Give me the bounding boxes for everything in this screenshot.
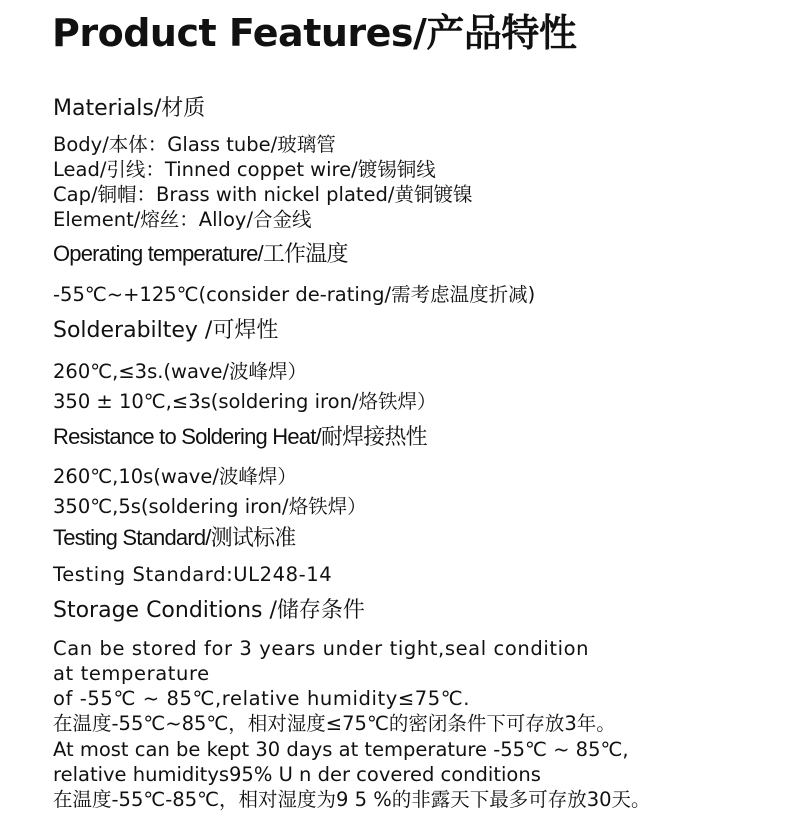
- storage-line-6: relative humiditys95% U n der covered conditions: [53, 763, 541, 786]
- storage-line-5: At most can be kept 30 days at temperature -55℃ ~ 85℃,: [53, 738, 629, 761]
- resistance-iron-line: 350℃,5s(soldering iron/烙铁焊）: [53, 495, 367, 518]
- storage-conditions-heading: Storage Conditions /储存条件: [53, 598, 365, 623]
- storage-line-3: of -55℃ ~ 85℃,relative humidity≤75℃.: [53, 687, 471, 710]
- solderability-wave-line: 260℃,≤3s.(wave/波峰焊）: [53, 360, 308, 383]
- storage-line-7: 在温度-55℃-85℃，相对湿度为9 5 %的非露天下最多可存放30天。: [53, 788, 651, 811]
- storage-line-2: at temperature: [53, 662, 210, 685]
- materials-heading: Materials/材质: [53, 96, 206, 121]
- resistance-heading: Resistance to Soldering Heat/耐焊接热性: [53, 424, 427, 449]
- materials-lead-line: Lead/引线：Tinned coppet wire/镀锡铜线: [53, 158, 436, 181]
- testing-standard-value: Testing Standard:UL248-14: [53, 563, 333, 586]
- page-title: Product Features/产品特性: [52, 11, 577, 55]
- resistance-wave-line: 260℃,10s(wave/波峰焊）: [53, 465, 297, 488]
- materials-element-line: Element/熔丝：Alloy/合金线: [53, 208, 312, 231]
- materials-body-line: Body/本体：Glass tube/玻璃管: [53, 133, 336, 156]
- storage-line-4: 在温度-55℃~85℃，相对湿度≤75℃的密闭条件下可存放3年。: [53, 712, 616, 735]
- operating-temperature-heading: Operating temperature/工作温度: [53, 241, 348, 266]
- solderability-heading: Solderabiltey /可焊性: [53, 318, 279, 343]
- storage-line-1: Can be stored for 3 years under tight,seal condition: [53, 637, 590, 660]
- testing-standard-heading: Testing Standard/测试标准: [53, 525, 296, 550]
- operating-temperature-value: -55℃~+125℃(consider de-rating/需考虑温度折减): [53, 283, 536, 306]
- materials-cap-line: Cap/铜帽：Brass with nickel plated/黄铜镀镍: [53, 183, 473, 206]
- solderability-iron-line: 350 ± 10℃,≤3s(soldering iron/烙铁焊）: [53, 390, 437, 413]
